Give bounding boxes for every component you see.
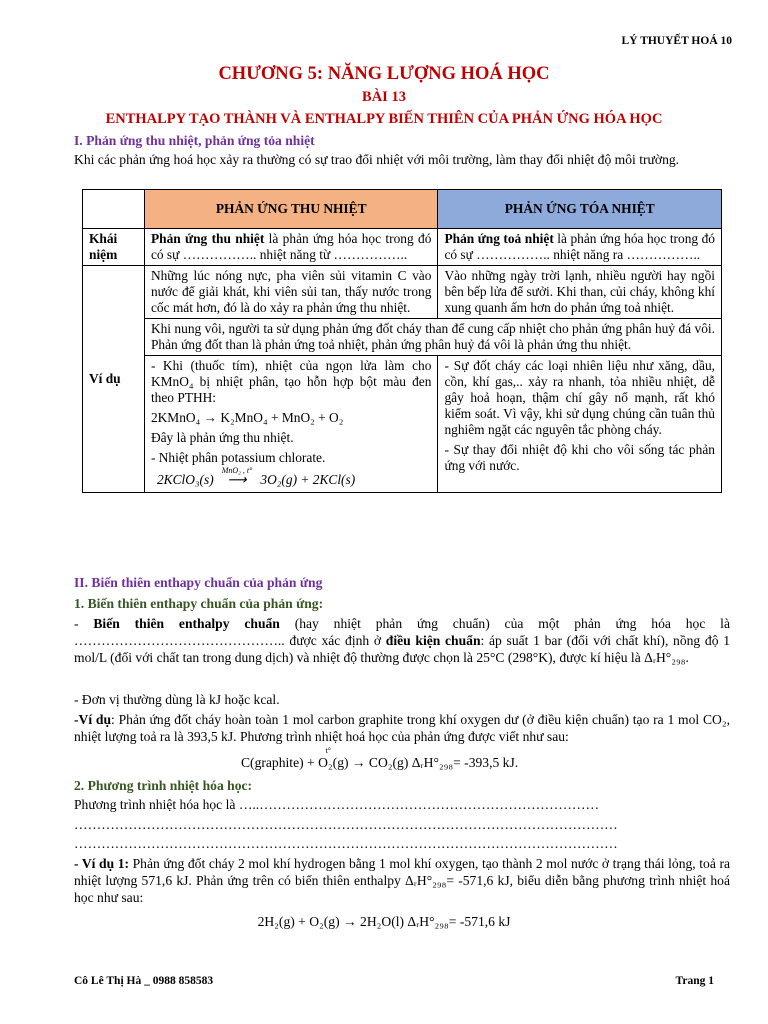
section2-heading: II. Biến thiên enthapy chuẩn của phản ứng — [74, 575, 323, 590]
concept-endo-term: Phản ứng thu nhiệt — [150, 231, 265, 246]
hydrogen-equation: 2H₂(g) + O₂(g) → 2H₂O(l) ΔᵣH°₂₉₈= -571,6 kJ — [257, 914, 511, 929]
definition-prefix: - — [74, 616, 94, 631]
kmno4-equation: 2KMnO₄ → K₂MnO₄ + MnO₂ + O₂ — [150, 410, 344, 425]
kclo3-equation — [151, 466, 432, 488]
example3-exo-lime: - Sự thay đổi nhiệt độ khi cho vôi sống tác phản ứng với nước. — [444, 442, 715, 473]
subsection2-heading: 2. Phương trình nhiệt hóa học: — [74, 778, 253, 793]
definition-rest: : áp suất 1 bar (đối với chất khí), nồng độ 1 mol/L (đối với chất tan trong dung dịch) và nhiệt độ thường được chọn là 25°C (298°K), được kí hiệu là ΔᵣH°₂₉₈. — [74, 633, 730, 665]
example1-endothermic: Những lúc nóng nực, pha viên sủi vitamin C vào nước để giải khát, khi viên sủi tan, thấy nước trong cốc mát hơn, đó là do xảy ra phản ứng thu nhiệt. — [144, 266, 438, 319]
section1-intro: Khi các phản ứng hoá học xảy ra thường có sự trao đổi nhiệt với môi trường, làm thay đổi nhiệt độ môi trường. — [74, 152, 680, 167]
standard-condition-term: điều kiện chuẩn — [385, 633, 481, 648]
graphite-equation-text: C(graphite) + O₂(g) → CO₂(g) ΔᵣH°₂₉₈= -393,5 kJ. — [240, 755, 519, 770]
header-endothermic: PHẢN ỨNG THU NHIỆT — [144, 190, 438, 229]
footer-page: Trang 1 — [675, 975, 714, 987]
example3-exo-fuel: - Sự đốt cháy các loại nhiên liệu như xăng, dầu, cồn, khí gas,.. xảy ra nhanh, tỏa nhiều nhiệt, dễ gây hoả hoạn, thậm chí gây nổ mạnh, rất khó kiểm soát. Vì vậy, khi sử dụng chúng cần tuân thủ nghiêm ngặt các nguyên tắc phòng cháy. — [444, 358, 715, 437]
example-label: -Ví dụ — [74, 712, 112, 727]
example1-exothermic: Vào những ngày trời lạnh, nhiều người hay ngồi bên bếp lửa để sưởi. Khi than, củi cháy, không khí xung quanh ấm hơn do phản ứng toả nhiệt. — [438, 266, 722, 319]
unit-note: - Đơn vị thường dùng là kJ hoặc kcal. — [74, 692, 280, 707]
row-example-label: Ví dụ — [83, 266, 145, 493]
comparison-table — [82, 189, 722, 493]
example1-text: Phản ứng đốt cháy 2 mol khí hydrogen bằng 1 mol khí oxygen, tạo thành 2 mol nước ở trạng thái lỏng, toả ra nhiệt lượng 571,6 kJ. Phản ứng trên có biến thiên enthalpy ΔᵣH°₂₉₈= -571,6 kJ, biểu diễn bằng phương trình nhiệt hoá học như sau: — [74, 856, 731, 905]
section1-heading: I. Phản ứng thu nhiệt, phản ứng tỏa nhiệt — [74, 133, 315, 148]
kclo3-products: 3O₂(g) + 2KCl(s) — [260, 472, 356, 487]
example-paragraph — [74, 711, 730, 745]
kclo3-condition: MnO₂ , t° — [221, 466, 253, 475]
example3-endo-intro: - Khi (thuốc tím), nhiệt của ngọn lửa làm cho KMnO₄ bị nhiệt phân, tạo hỗn hợp bột màu đen theo PTHH: — [150, 358, 432, 405]
example3-endo-kclo3: - Nhiệt phân potassium chlorate. — [150, 450, 326, 465]
table-corner — [83, 190, 145, 229]
example2-combined: Khi nung vôi, người ta sử dụng phản ứng đốt cháy than để cung cấp nhiệt cho phản ứng phân huỷ đá vôi. Phản ứng đốt than là phản ứng toả nhiệt, phản ứng phân huỷ đá vôi là phản ứng thu nhiệt. — [144, 319, 721, 356]
row-concept-label: Khái niệm — [83, 229, 145, 266]
fill-line-1: Phương trình nhiệt hóa học là …..………………………………………………………………… — [74, 797, 600, 812]
subsection1-heading: 1. Biến thiên enthapy chuẩn của phản ứng: — [74, 596, 324, 611]
example3-endothermic — [144, 356, 438, 493]
concept-endothermic — [144, 229, 438, 266]
header-exothermic: PHẢN ỨNG TÓA NHIỆT — [438, 190, 722, 229]
definition-paragraph — [74, 615, 730, 666]
chapter-title: CHƯƠNG 5: NĂNG LƯỢNG HOÁ HỌC — [218, 64, 550, 84]
example-text: : Phản ứng đốt cháy hoàn toàn 1 mol carbon graphite trong khí oxygen dư (ở điều kiện chuẩn) tạo ra 1 mol CO₂, nhiệt lượng toả ra là 393,5 kJ. Phương trình nhiệt hoá học của phản ứng được viết như sau: — [74, 712, 731, 744]
concept-exo-term: Phản ứng toả nhiệt — [444, 231, 554, 246]
definition-term: Biến thiên enthalpy chuẩn — [93, 616, 280, 631]
concept-exo-text: là phản ứng hóa học trong đó có sự …………….. nhiệt năng ra …………….. — [444, 231, 715, 262]
example1-label: - Ví dụ 1: — [74, 856, 130, 871]
concept-endo-text: là phản ứng hóa học trong đó có sự …………….. nhiệt năng từ …………….. — [150, 231, 432, 262]
example3-endo-note: Đây là phản ứng thu nhiệt. — [150, 430, 294, 445]
example1-paragraph — [74, 855, 730, 906]
lesson-title: ENTHALPY TẠO THÀNH VÀ ENTHALPY BIẾN THIÊN CỦA PHẢN ỨNG HÓA HỌC — [105, 111, 663, 127]
graphite-condition: t° — [325, 746, 331, 755]
lesson-number: BÀI 13 — [362, 89, 406, 105]
example3-exothermic — [438, 356, 722, 493]
concept-exothermic — [438, 229, 722, 266]
graphite-equation — [0, 746, 768, 771]
fill-line-3: ………………………………………………………………………………………………………… — [74, 836, 618, 851]
footer-author: Cô Lê Thị Hà _ 0988 858583 — [74, 975, 214, 987]
header-title: LÝ THUYẾT HOÁ 10 — [621, 35, 732, 47]
reaction-arrow-icon: MnO₂ , t° ⟶ — [217, 472, 257, 488]
definition-middle: (hay nhiệt phản ứng chuẩn) của một phản ứng hóa học là ……………………………………….. được xác định ở — [74, 616, 730, 648]
fill-line-2: ………………………………………………………………………………………………………… — [74, 817, 618, 832]
kclo3-reactant: 2KClO₃(s) — [156, 472, 214, 487]
